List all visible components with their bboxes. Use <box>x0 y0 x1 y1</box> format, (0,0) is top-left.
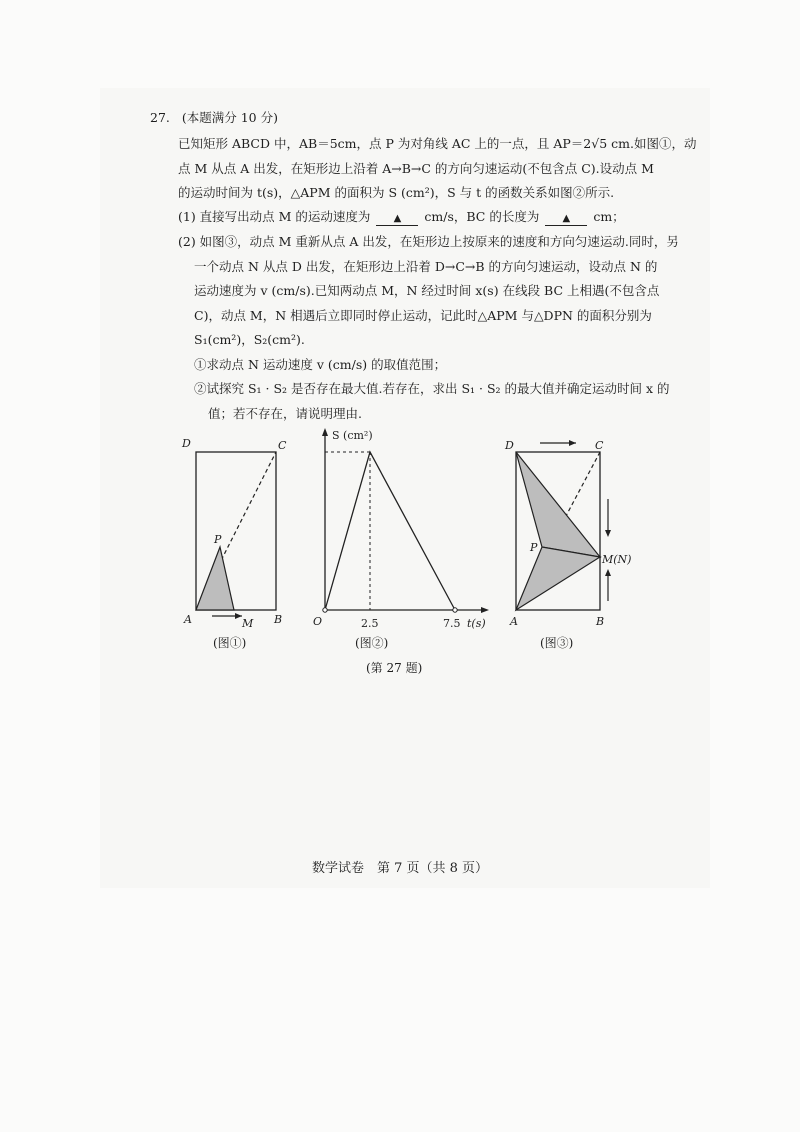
part1-suffix: cm； <box>593 209 625 224</box>
tick-label: 2.5 <box>361 617 379 630</box>
x-axis-label: t(s) <box>467 617 486 630</box>
part2-line: S₁(cm²)，S₂(cm²). <box>194 332 305 347</box>
label-C: C <box>595 439 604 452</box>
label-C: C <box>278 439 287 452</box>
figure-1-caption: (图①) <box>213 636 247 650</box>
label-D: D <box>505 439 514 452</box>
figure-2-caption: (图②) <box>355 636 389 650</box>
label-D: D <box>182 437 191 450</box>
answer-blank-1: ▲ <box>376 213 418 226</box>
part1-mid: cm/s，BC 的长度为 <box>424 209 540 224</box>
stem-line: 点 M 从点 A 出发，在矩形边上沿着 A→B→C 的方向匀速运动(不包含点 C).设动点 M <box>178 160 654 176</box>
question-stem <box>178 132 697 206</box>
label-M: M <box>242 617 254 630</box>
figure-1 <box>180 435 295 635</box>
label-B: B <box>596 615 605 628</box>
figure-3 <box>500 435 640 635</box>
origin-label: O <box>313 615 323 628</box>
sub-question-line: ②试探究 S₁ · S₂ 是否存在最大值.若存在，求出 S₁ · S₂ 的最大值并确定运动时间 x 的 <box>194 381 670 396</box>
sub-question-line: 值；若不存在，请说明理由. <box>208 405 362 421</box>
stem-line: 的运动时间为 t(s)，△APM 的面积为 S (cm²)，S 与 t 的函数关系如图②所示. <box>178 185 615 200</box>
page-footer: 数学试卷 第 7 页（共 8 页） <box>311 861 489 876</box>
label-B: B <box>274 613 283 626</box>
label-MN: M(N) <box>602 553 632 566</box>
part2-line: C)，动点 M，N 相遇后立即同时停止运动，记此时△APM 与△DPN 的面积分别为 <box>194 307 652 323</box>
figure-2 <box>305 425 500 635</box>
figure-group-caption: (第 27 题) <box>366 661 423 675</box>
score-note: (本题满分 10 分) <box>181 110 278 125</box>
label-A: A <box>510 615 518 628</box>
part-2 <box>178 230 679 426</box>
part-1 <box>178 205 658 230</box>
part1-prefix: (1) 直接写出动点 M 的运动速度为 <box>178 209 371 224</box>
question-header <box>150 108 278 126</box>
stem-line: 已知矩形 ABCD 中，AB＝5cm，点 P 为对角线 AC 上的一点，且 AP＝2√5 cm.如图①，动 <box>178 136 697 151</box>
part2-line: 一个动点 N 从点 D 出发，在矩形边上沿着 D→C→B 的方向匀速运动，设动点 N 的 <box>194 258 658 274</box>
label-P: P <box>530 541 538 554</box>
sub-question-line: ①求动点 N 运动速度 v (cm/s) 的取值范围； <box>194 356 447 372</box>
part2-line: 运动速度为 v (cm/s).已知两动点 M，N 经过时间 x(s) 在线段 BC 上相遇(不包含点 <box>194 283 660 298</box>
answer-blank-2: ▲ <box>545 213 587 226</box>
label-A: A <box>184 613 192 626</box>
tick-label: 7.5 <box>443 617 461 630</box>
y-axis-label: S (cm²) <box>332 429 373 442</box>
figure-3-caption: (图③) <box>540 636 574 650</box>
part2-line: (2) 如图③，动点 M 重新从点 A 出发，在矩形边上按原来的速度和方向匀速运动.同时，另 <box>178 234 679 249</box>
question-number: 27. <box>150 110 170 125</box>
label-P: P <box>214 533 222 546</box>
